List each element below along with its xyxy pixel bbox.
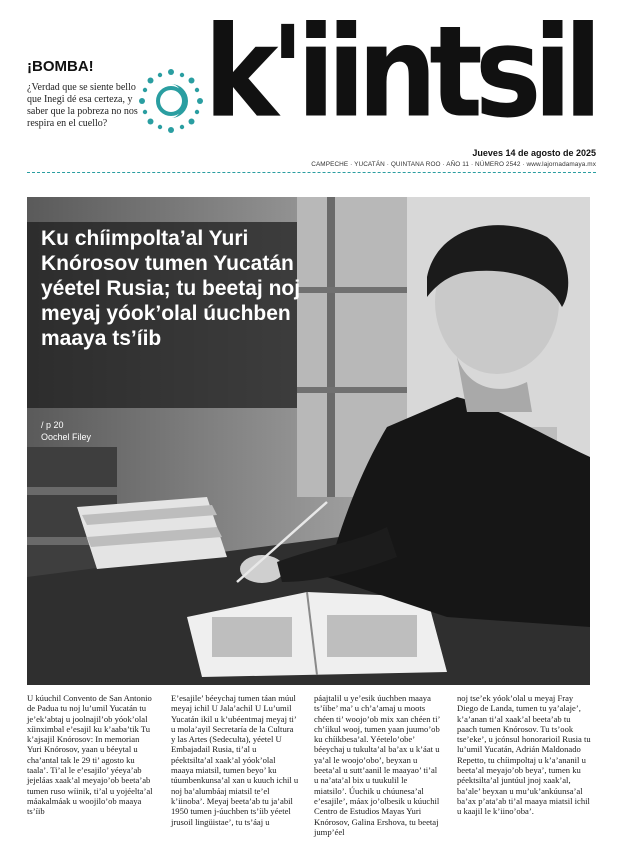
issue-meta: CAMPECHE · YUCATÁN · QUINTANA ROO · AÑO 11 · NÚMERO 2542 · www.lajornadamaya.mx	[311, 161, 596, 168]
bomba-kicker: ¡BOMBA!	[27, 58, 94, 75]
masthead-divider	[27, 172, 596, 173]
body-column-4: noj tse’ek yóok’olal u meyaj Fray Diego de Landa, tumen tu ya’alaje’, k’a’anan ti’al xaak’al beeta’ab tu paach tumen Knórosov. Tu ts’ook tse’eke’, u jcónsul honorarioil Rusia tu lu’umil Yucatán, Adrián Maldonado Repetto, tu chíimpoltaj u k’a’ananil u beeta’al meyajo’ob beya’, tumen ku péektsilta’al juntúul jnoj xaak’al, ba’ale’ beyxan u mu’uk’ankúunsa’al ba’ax p’ata’ab ti’al maaya miatsil ichil u kaajil le k’iino’oba’.	[457, 693, 591, 817]
body-column-2: E’esajile’ béeychaj tumen táan múul meyaj ichil U Jala’achil U Lu’umil Yucatán ikil u k’ubéentmaj meyaj ti’ u mola’ayil Secretaría de la Cultura y las Artes (Sedeculta), yéetel U Embajadail Rusia, ti’al u péektsilta’al xaak’al yóok’olal maaya miatsil, tumen beyo’ ku túumbenkunsa’al xan u kuuch ichil u noj ba’alumbáaj miatsil te’el k’iinoba’. Meyaj beeta’ab tu ja’abil 1950 tumen j-úuchben ts’íib yéetel jrusoil lingüistae’, tu ts’áaj u	[171, 693, 299, 827]
main-headline: Ku chíimpolta’al Yuri Knórosov tumen Yucatán yéetel Rusia; tu beetaj noj meyaj yóok’olal úuchben maaya ts’íib	[41, 227, 301, 350]
photo-credit: Oochel Filey	[41, 432, 92, 442]
bomba-teaser: ¿Verdad que se siente bello que Inegi dé esa certeza, y saber que la pobreza no nos respira en el cuello?	[27, 82, 138, 129]
page-reference: / p 20	[41, 420, 64, 430]
body-column-3: páajtalil u ye’esik úuchben maaya ts’íibe’ ma’ u ch’a’amaj u moots chéen ti’ woojo’ob mix xan chéen ti’ ch’íikul wooj, tumen yaan juumo’ob ku chíikbesa’al. Yéetelo’obe’ béeychaj u tukulta’al ba’ax u k’áat u ya’al le woojo’obo’, beyxan u beeta’al u sutt’aanil le maayao’ ti’al u na’ata’al bix u tuukulil le miatsilo’. Úuchik u chúunesa’al e’esajile’, máax jo’olbesik u kúuchil Centro de Estudios Mayas Yuri Knórosov, Galina Ershova, tu beetaj jump’éel	[314, 693, 440, 837]
issue-date: Jueves 14 de agosto de 2025	[472, 148, 596, 158]
body-column-1: U kúuchil Convento de San Antonio de Padua tu noj lu’umil Yucatán tu je’ek’abtaj u joolnajil’ob yóok’olal xíinximbal e’esajil ku k’aaba’tik Tu k’ajsajil Knórosov: In memorian Yuri Knórosov, yaan u béeytal u cha’antal tak le 29 ti’ agosto ku taala’. Ti’al le e’esajilo’ yéeya’ab jejeláas xaak’al meyajo’ob beeta’ab tumen ruso wíinik, ti’al u yojéelta’al máakalmáak u woojilo’ob maaya ts’íib	[27, 693, 153, 817]
sun-logo-icon	[136, 66, 206, 136]
newspaper-logo: k'iintsil	[204, 0, 595, 146]
